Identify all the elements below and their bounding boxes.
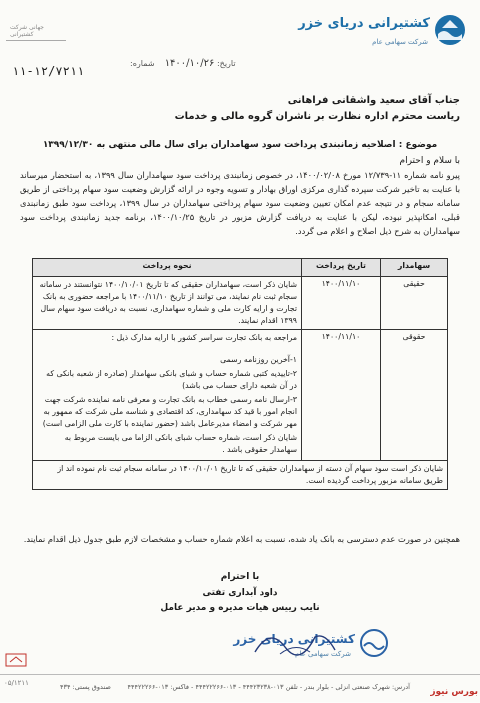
letter-footer [0,674,480,703]
header-holder: سهامدار [381,259,448,277]
letter-header [0,0,480,90]
company-logo [298,8,470,56]
body-paragraph: پیرو نامه شماره ۱۱-۱۲/۷۳۹ مورخ ۱۴۰۰/۰۲/۰۸، در خصوص زمانبندی پرداخت سود سهامداران سال ۱۳۹۹، به استحضار میرساند با عنایت به تاخیر شرکت سپرده گذاری مرکزی اوراق بهادار و تسویه وجوه در ارائه گزارش وضعیت سود سهام پرداختی از طریق سامانه سجام و در نتیجه عدم امکان تعیین وضعیت سود سهام پرداختی سهامداران در سال ۱۳۹۹، پرداخت سود طبق زمانبندی قبلی، امکانپذیر نبوده، لیکن با عنایت به دریافت گزارش مزبور در تاریخ ۱۴۰۰/۱۰/۲۵، برنامه جدید زمانبندی پرداخت سود سهامداران به شرح ذیل اصلاح و اعلام می گردد. [20,170,460,236]
row-holder: حقیقی [381,277,448,330]
row-method: شایان ذکر است، سهامداران حقیقی که تا تاریخ ۱۴۰۰/۱۰/۰۱ نتوانستند در سامانه سجام ثبت نام نمایند، می توانند از تاریخ ۱۴۰۰/۱۱/۱۰ با مراجعه حضوری به بانک تجارت و ارایه کارت ملی و شماره سهامداری، نسبت به دریافت سود سهام سال ۱۳۹۹ اقدام نمایند. [33,277,302,330]
stamp-company-sub: شرکت سهامی عام [295,650,351,658]
news-site-name: بورس نیوز [430,687,478,697]
method-intro: مراجعه به بانک تجارت سراسر کشور با ارایه مدارک ذیل : [111,333,297,342]
addressee-title: ریاست محترم اداره نظارت بر ناشران گروه مالی و خدمات [174,111,460,122]
method-step: ۲-تاییدیه کتبی شماره حساب و شبای بانکی سهامدار (صادره از شعبه بانکی که در آن شعبه دارای حساب می باشد) [46,369,297,390]
method-step: شایان ذکر است، شماره حساب شبای بانکی الزاما می بایست مربوط به سهامدار حقوقی باشد . [64,433,297,454]
footer-mark-icon [4,650,44,670]
subject-line: موضوع : اصلاحیه زمانبندی پرداخت سود سهامداران برای سال مالی منتهی به ۱۳۹۹/۱۲/۳۰ [42,140,438,150]
row-date: ۱۴۰۰/۱۱/۱۰ [302,330,381,461]
letter-number: ۱۱-۱۲/۷۲۱۱ [12,64,85,78]
table-row [33,277,448,330]
addressee-name: جناب آقای سعید واشقانی فراهانی [287,95,460,106]
corner-box [6,4,66,41]
after-paragraph: همچنین در صورت عدم دسترسی به بانک یاد شده، نسبت به اعلام شماره حساب و مشخصات لازم طبق جدول ذیل اقدام نمایند. [23,534,460,544]
table-note-row [33,461,448,490]
table-row [33,330,448,461]
payment-table [32,258,448,490]
method-step: ۳-ارسال نامه رسمی خطاب به بانک تجارت و معرفی نامه نماینده شرکت جهت انجام امور با قید کد سهامداری، کد اقتصادی و شناسه ملی شرکت که ممهور به مهر شرکت و امضاء مدیرعامل باشد (حضور نماینده با کارت ملی الزامی است) [42,395,297,428]
signature-icon [250,622,340,662]
table-header-row [33,259,448,277]
stamp-seal-icon [359,628,389,658]
table-note: شایان ذکر است سود سهام آن دسته از سهامداران حقیقی که تا تاریخ ۱۴۰۰/۱۰/۰۱ در سامانه سجام ثبت نام نموده اند از طریق سامانه مزبور پرداخت گردیده است. [33,461,448,490]
closing-regards: با احترام [220,572,260,582]
header-date: تاریخ پرداخت [302,259,381,277]
date-value: ۱۴۰۰/۱۰/۲۶ [164,58,215,69]
footer-code: ۰۵/۱۲۱۱ [4,679,29,687]
footer-address: آدرس: شهرک صنعتی انزلی - بلوار بندر - تلفن ۰۱۳-۴۴۴۲۳۲۳۸ - ۰۱۳-۴۴۴۲۲۲۶۶ - فاکس: ۰۱۳-۴۴۴۲۲۲۶۶ [127,683,410,691]
number-label: شماره: [130,59,155,68]
signer-name: داود آبداری تفتی [202,588,278,598]
company-logo-icon [434,14,466,46]
company-sub: شرکت سهامی عام [372,38,428,46]
signer-title: نایب رییس هیات مدیره و مدیر عامل [160,603,320,613]
footer-postal: صندوق پستی: ۴۳۴ [60,683,111,691]
header-method: نحوه پرداخت [33,259,302,277]
row-holder: حقوقی [381,330,448,461]
row-date: ۱۴۰۰/۱۱/۱۰ [302,277,381,330]
date-number-row [130,58,236,69]
stamp-company-name: کشتیرانی دریای خزر [233,632,355,646]
row-method-steps [33,330,302,461]
company-name: کشتیرانی دریای خزر [298,16,430,31]
corner-line-2: جهانی شرکت کشتیرانی [10,24,44,38]
method-step: ۱-آخرین روزنامه رسمی [220,355,297,364]
date-label: تاریخ: [216,59,236,68]
greeting: با سلام و احترام [399,156,460,166]
